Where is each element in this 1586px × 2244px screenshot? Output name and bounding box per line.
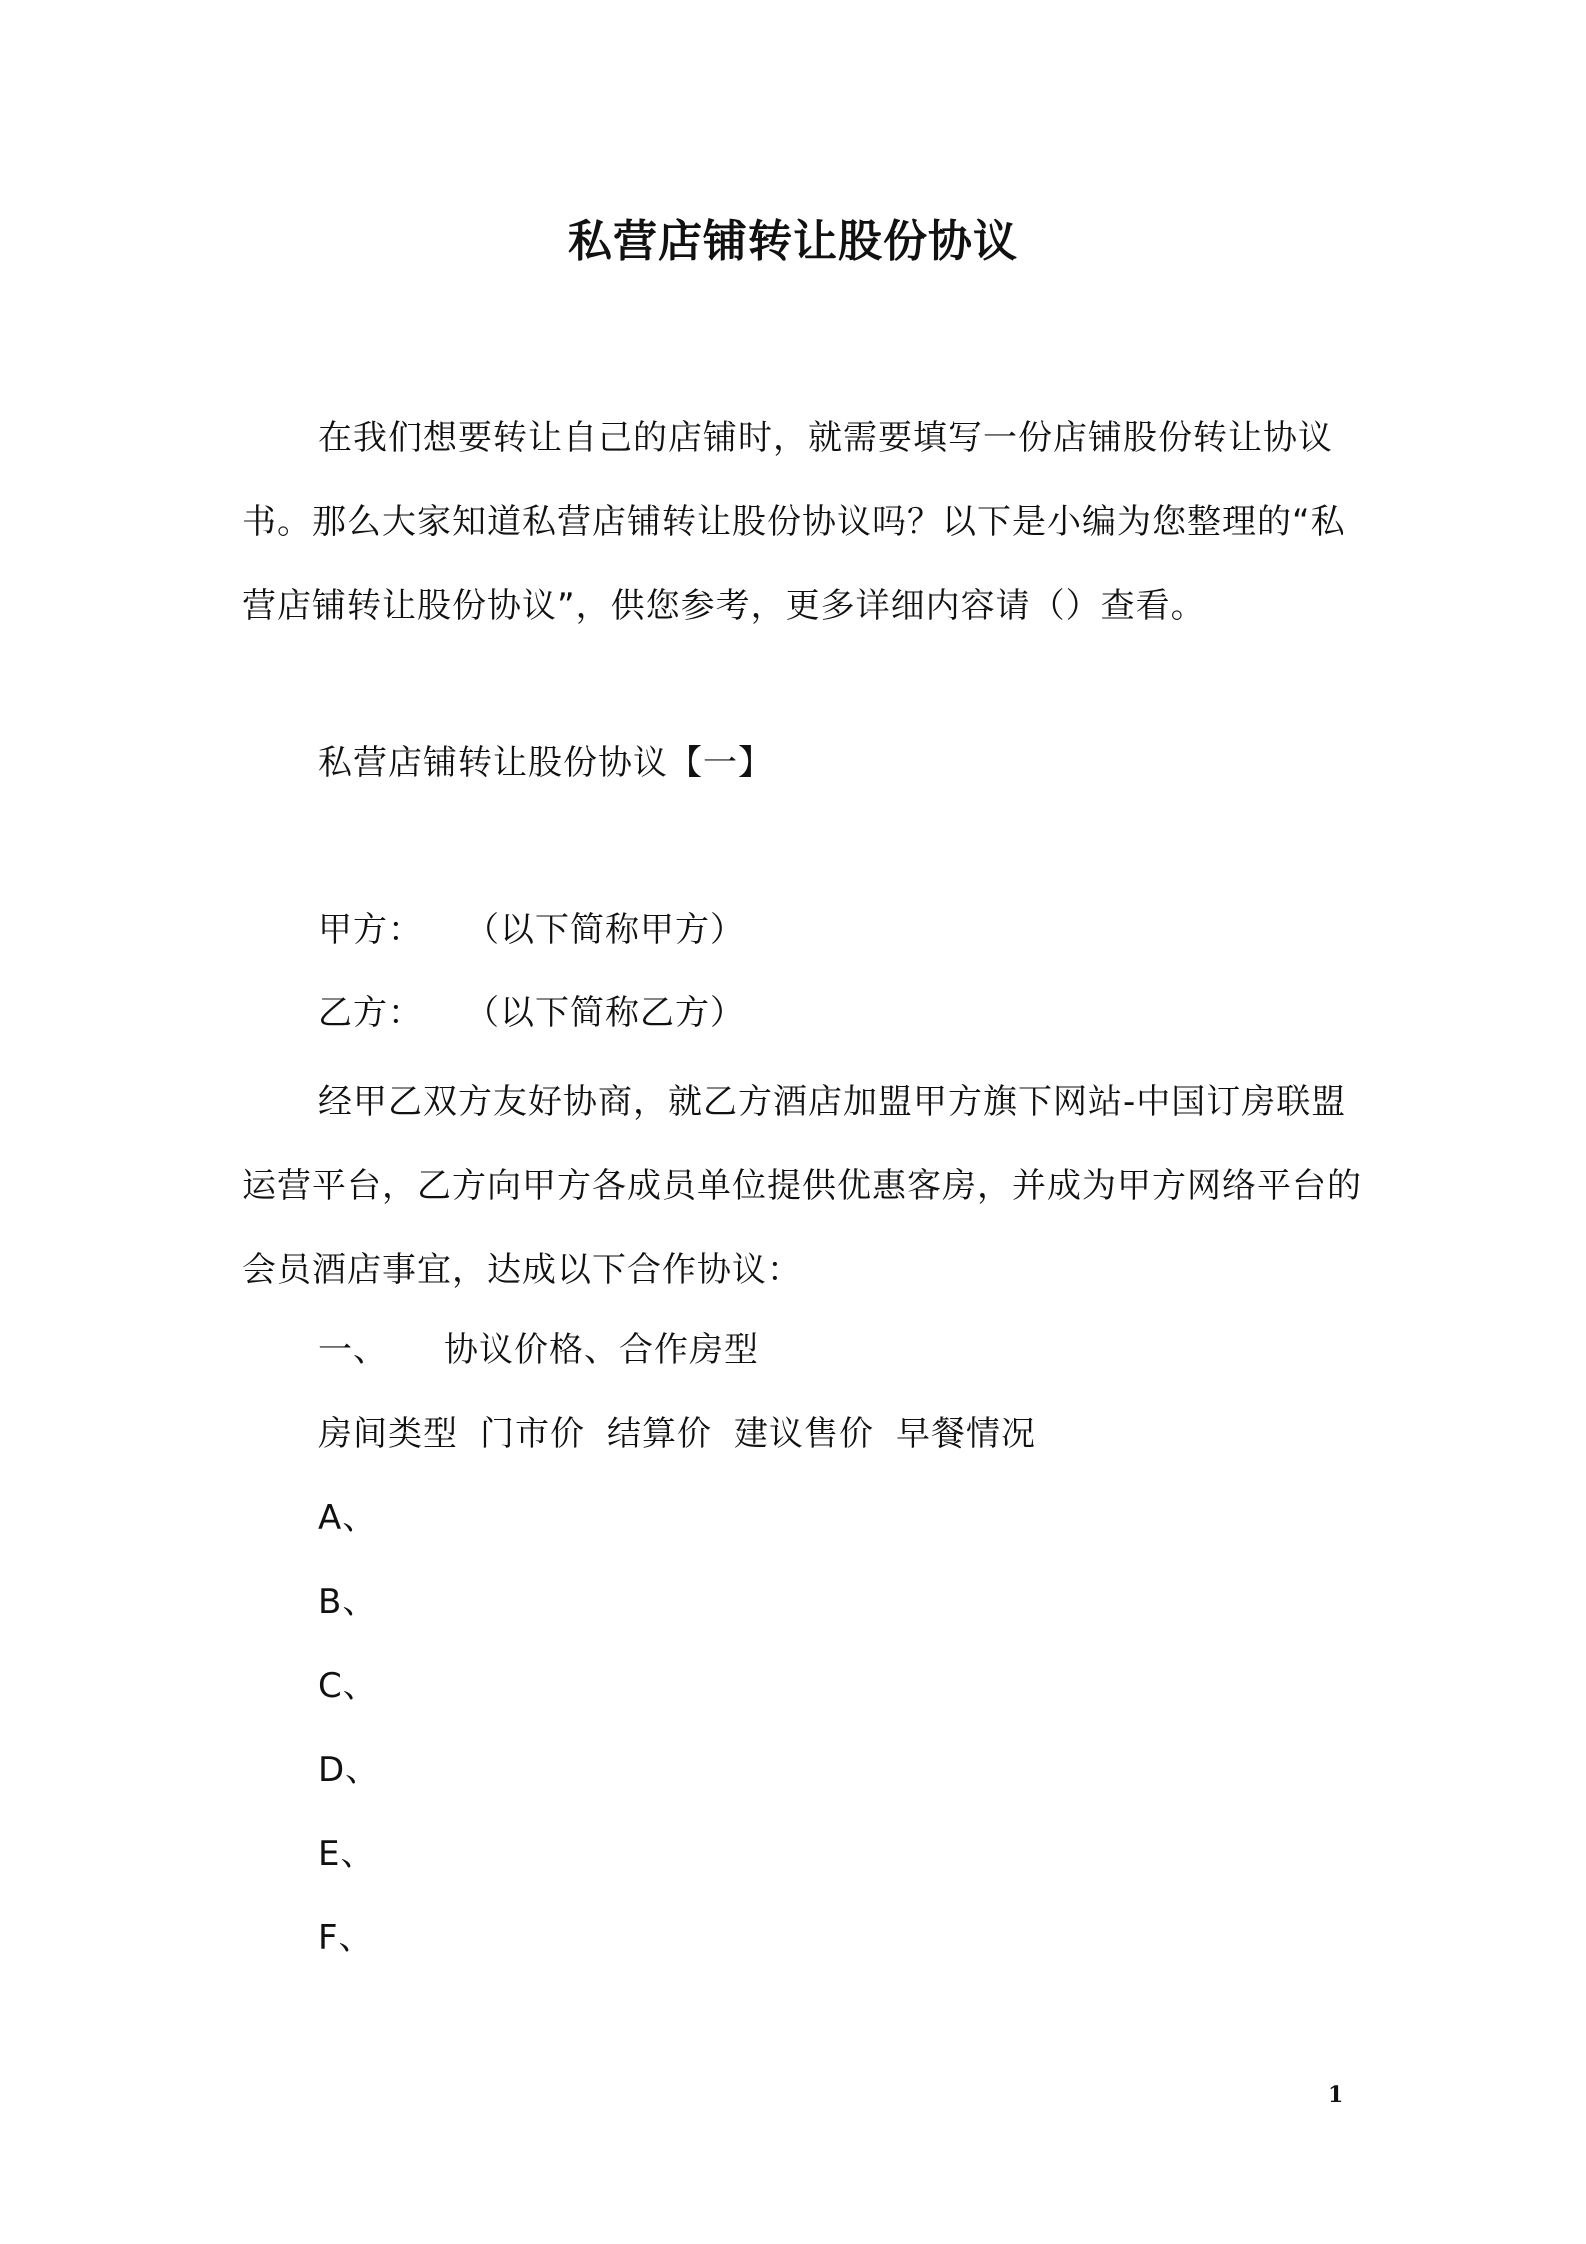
table-header-breakfast: 早餐情况 — [896, 1414, 1036, 1454]
party-b-note: （以下简称乙方） — [465, 993, 745, 1033]
party-b-label: 乙方： — [318, 993, 423, 1033]
party-a-line — [318, 905, 745, 955]
clause-1-heading — [318, 1325, 759, 1375]
room-item: E、 — [318, 1834, 376, 1874]
clause-1-title: 协议价格、合作房型 — [444, 1330, 759, 1370]
table-header-settlement-price: 结算价 — [607, 1414, 712, 1454]
party-a-note: （以下简称甲方） — [465, 910, 745, 950]
document-title: 私营店铺转让股份协议 — [568, 216, 1018, 267]
room-item: C、 — [318, 1666, 378, 1706]
section-heading: 私营店铺转让股份协议【一】 — [318, 743, 773, 783]
party-b-line — [318, 988, 745, 1038]
intro-paragraph: 在我们想要转让自己的店铺时，就需要填写一份店铺股份转让协议书。那么大家知道私营店铺转让股份协议吗？以下是小编为您整理的“私营店铺转让股份协议”，供您参考，更多详细内容请（）查看。 — [242, 418, 1346, 626]
price-table-header — [318, 1409, 1036, 1459]
table-header-room-type: 房间类型 — [318, 1414, 458, 1454]
table-header-list-price: 门市价 — [480, 1414, 585, 1454]
agreement-paragraph: 经甲乙双方友好协商，就乙方酒店加盟甲方旗下网站-中国订房联盟运营平台，乙方向甲方各成员单位提供优惠客房，并成为甲方网络平台的会员酒店事宜，达成以下合作协议： — [242, 1082, 1362, 1290]
room-item: D、 — [318, 1750, 381, 1790]
clause-1-number: 一、 — [318, 1330, 388, 1370]
room-item: A、 — [318, 1498, 378, 1538]
table-header-suggested-price: 建议售价 — [734, 1414, 874, 1454]
room-item: F、 — [318, 1918, 374, 1958]
room-item: B、 — [318, 1582, 378, 1622]
party-a-label: 甲方： — [318, 910, 423, 950]
page-number: 1 — [1328, 2082, 1344, 2108]
